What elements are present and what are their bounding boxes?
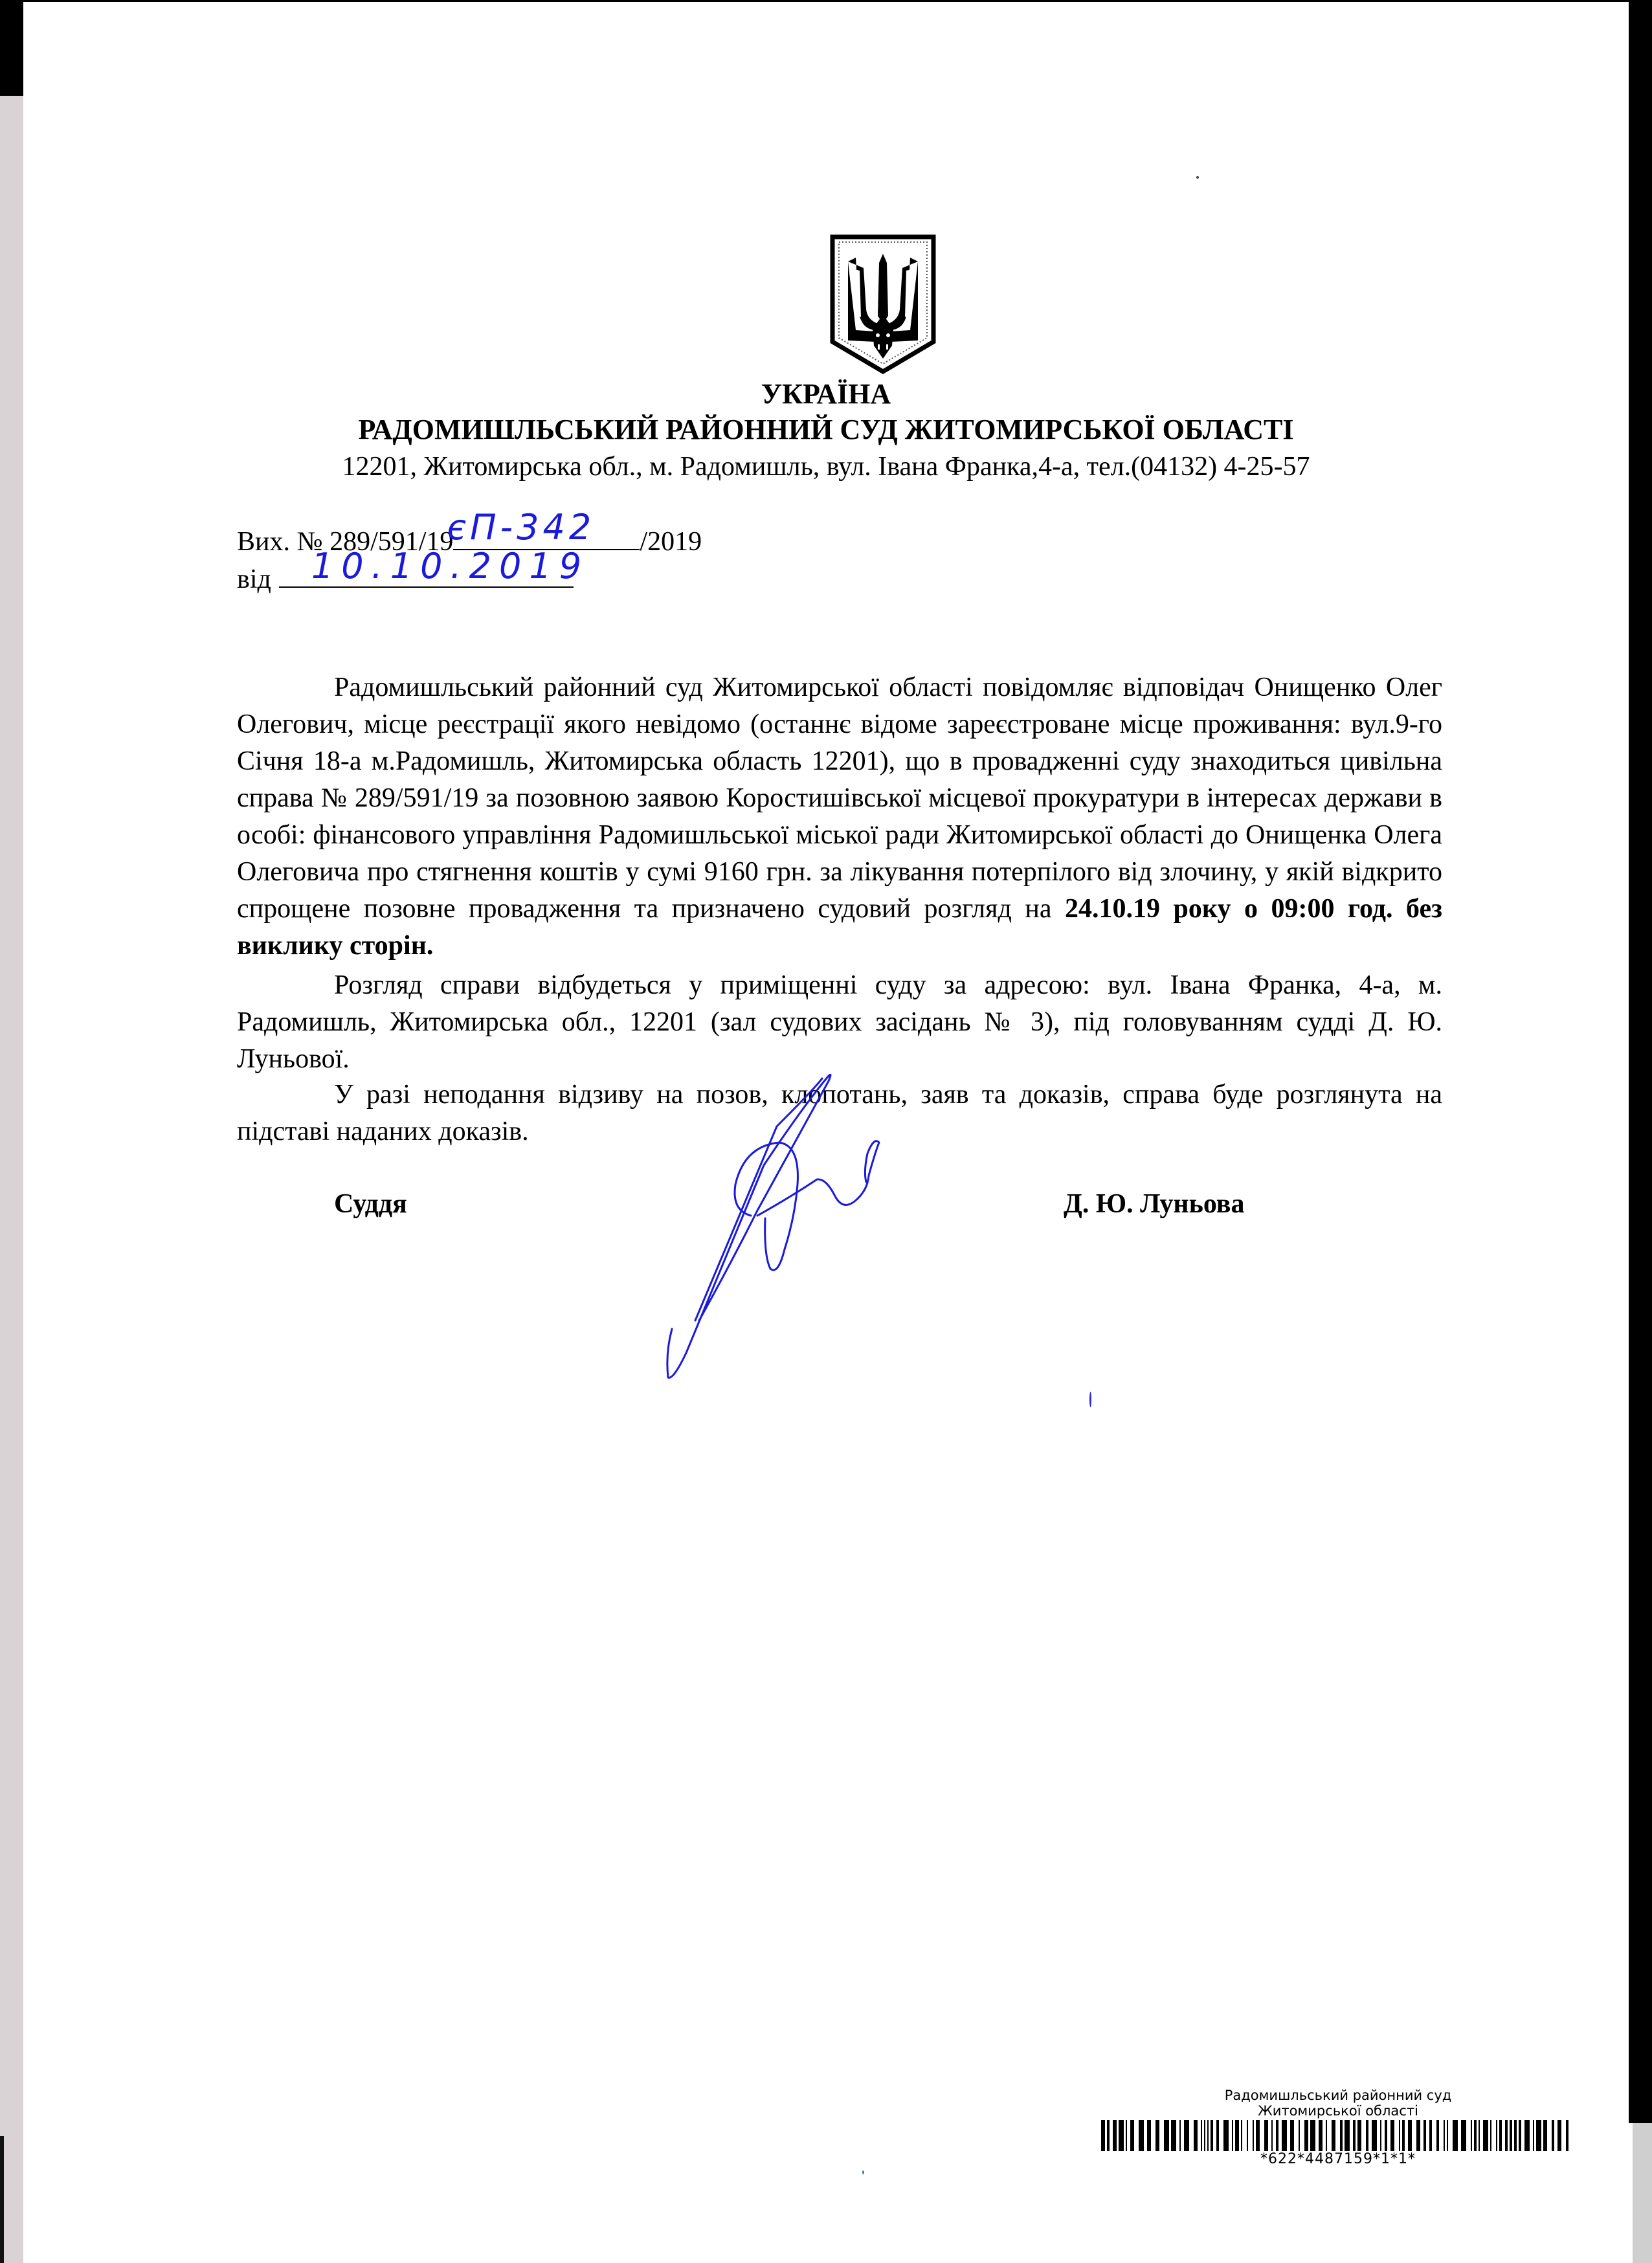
barcode-bar [1366,2120,1368,2151]
barcode-bar [1282,2120,1287,2151]
notice-paragraph-1-text: Радомишльський районний суд Житомирської області повідомляє відповідач Онищенко Олег Олегович, місце реєстрації якого невідомо (останнє відоме зареєстроване місце проживання: вул.9-го Січня 18-а м.Радомишль, Житомирська область 12201), що в провадженні суду знаходиться цивільна справа № 289/591/19 за позовною заявою Коростишівської місцевої прокуратури в інтересах держави в особі: фінансового управління Радомишльської міської ради Житомирської області до Онищенка Олега Олеговича про стягнення коштів у сумі 9160 грн. за лікування потерпілого від злочину, у якій відкрито спрощене позовне провадження та призначено судовий розгляд на [237,673,1442,924]
barcode-bar [1436,2120,1439,2151]
scan-edge-left-line [0,2136,4,2263]
barcode-bar [1499,2120,1502,2151]
barcode-bar [1447,2120,1448,2151]
barcode-bar [1126,2120,1127,2151]
barcode-bar [1479,2120,1480,2151]
handwritten-signature [634,1049,906,1385]
barcode-bar [1207,2120,1209,2151]
barcode-bar [1155,2120,1159,2151]
header-country: УКРАЇНА [761,378,891,410]
barcode-bar [1113,2120,1117,2151]
barcode-bar [1204,2120,1205,2151]
barcode-bar [1357,2120,1361,2151]
barcode-bar [1390,2120,1394,2151]
barcode-bar [1514,2120,1517,2151]
ink-mark [1089,1392,1091,1407]
barcode-bar [1232,2120,1233,2151]
signatory-name: Д. Ю. Луньова [1064,1189,1245,1219]
barcode-bar [1566,2120,1568,2151]
barcode-bar [1345,2120,1350,2151]
handwritten-date: 10.10.2019 [311,546,590,586]
barcode-bar [1290,2120,1294,2151]
barcode-bar [1276,2120,1278,2151]
barcode-bar [1543,2120,1547,2151]
barcode-bar [1399,2120,1400,2151]
hearing-date-time: 24.10.19 року о 09:00 год. без виклику сторін. [237,894,1442,961]
barcode-bar [1319,2120,1323,2151]
barcode-bar [1444,2120,1445,2151]
barcode-bar [1256,2120,1260,2151]
header-address: 12201, Житомирська обл., м. Радомишль, вул. Івана Франка,4-а, тел.(04132) 4-25-57 [342,452,1310,482]
barcode-bar [1533,2120,1534,2151]
barcode-bar [1536,2120,1541,2151]
barcode-bar [1107,2120,1110,2151]
barcode-bar [1139,2120,1144,2151]
barcode-bar [1505,2120,1508,2151]
barcode-bar [1216,2120,1219,2151]
barcode-bar [1496,2120,1497,2151]
signatory-role: Суддя [334,1189,407,1219]
barcode-bar [1408,2120,1412,2151]
barcode-number: *622*4487159*1*1* [1260,2151,1416,2167]
scan-edge-right [1629,0,1652,2123]
barcode-bar [1271,2120,1273,2151]
barcode-bar [1264,2120,1268,2151]
barcode [1101,2120,1578,2151]
barcode-bar [1241,2120,1242,2151]
barcode-bar [1483,2120,1488,2151]
barcode-bar [1423,2120,1426,2151]
outgoing-number-prefix: Вих. № 289/591/19 [237,527,454,557]
barcode-bar [1416,2120,1420,2151]
barcode-bar [1402,2120,1405,2151]
barcode-bar [1119,2120,1124,2151]
barcode-bar [1184,2120,1189,2151]
barcode-bar [1201,2120,1202,2151]
barcode-bar [1552,2120,1554,2151]
outgoing-date-blank [279,546,590,588]
scan-edge-right-margin [1633,2123,1652,2263]
barcode-bar [1235,2120,1239,2151]
handwritten-reference: єП-342 [447,507,596,548]
outgoing-date-line [237,546,702,598]
barcode-bar [1101,2120,1105,2151]
barcode-bar [1557,2120,1561,2151]
barcode-bar [1223,2120,1229,2151]
stamp-court-line-2: Житомирської області [1258,2103,1418,2119]
barcode-bar [1130,2120,1134,2151]
outgoing-reference [237,507,702,598]
barcode-bar [1211,2120,1213,2151]
notice-paragraph-1 [237,669,1442,964]
header-court-name: РАДОМИШЛЬСЬКИЙ РАЙОННИЙ СУД ЖИТОМИРСЬКОЇ ОБЛАСТІ [358,414,1294,445]
barcode-bar [1490,2120,1491,2151]
notice-paragraph-3-text: У разі неподання відзиву на позов, клопотань, заяв та доказів, справа буде розглянута на підставі наданих доказів. [237,1080,1442,1146]
barcode-bar [1519,2120,1521,2151]
barcode-bar [1304,2120,1308,2151]
coat-of-arms-icon [830,232,936,374]
barcode-bar [1194,2120,1198,2151]
barcode-bar [1385,2120,1387,2151]
barcode-bar [1353,2120,1356,2151]
barcode-bar [1253,2120,1254,2151]
barcode-bar [1372,2120,1377,2151]
barcode-bar [1326,2120,1327,2151]
barcode-bar [1164,2120,1169,2151]
barcode-bar [1524,2120,1530,2151]
scan-edge-top [23,0,1629,2]
outgoing-date-label: від [237,564,271,594]
barcode-bar [1453,2120,1458,2151]
barcode-bar [1461,2120,1466,2151]
barcode-bar [1471,2120,1472,2151]
barcode-bar [1310,2120,1315,2151]
barcode-bar [1299,2120,1300,2151]
barcode-bar [1474,2120,1477,2151]
barcode-bar [1247,2120,1248,2151]
barcode-bar [1179,2120,1181,2151]
registry-stamp [1099,2088,1578,2168]
scan-edge-left [0,0,23,96]
barcode-bar [1332,2120,1335,2151]
outgoing-year-suffix: /2019 [640,527,702,557]
barcode-bar [1510,2120,1512,2151]
barcode-bar [1429,2120,1432,2151]
barcode-bar [1147,2120,1151,2151]
scan-speck [1196,176,1199,179]
barcode-bar [1171,2120,1176,2151]
barcode-bar [1380,2120,1381,2151]
barcode-bar [1340,2120,1343,2151]
stamp-court-line-1: Радомишльський районний суд [1224,2088,1452,2103]
scan-speck [862,2170,864,2174]
notice-paragraph-2-text: Розгляд справи відбудеться у приміщенні суду за адресою: вул. Івана Франка, 4-а, м. Радомишль, Житомирська обл., 12201 (зал судових засідань № 3), під головуванням судді Д. Ю. Луньової. [237,970,1442,1074]
